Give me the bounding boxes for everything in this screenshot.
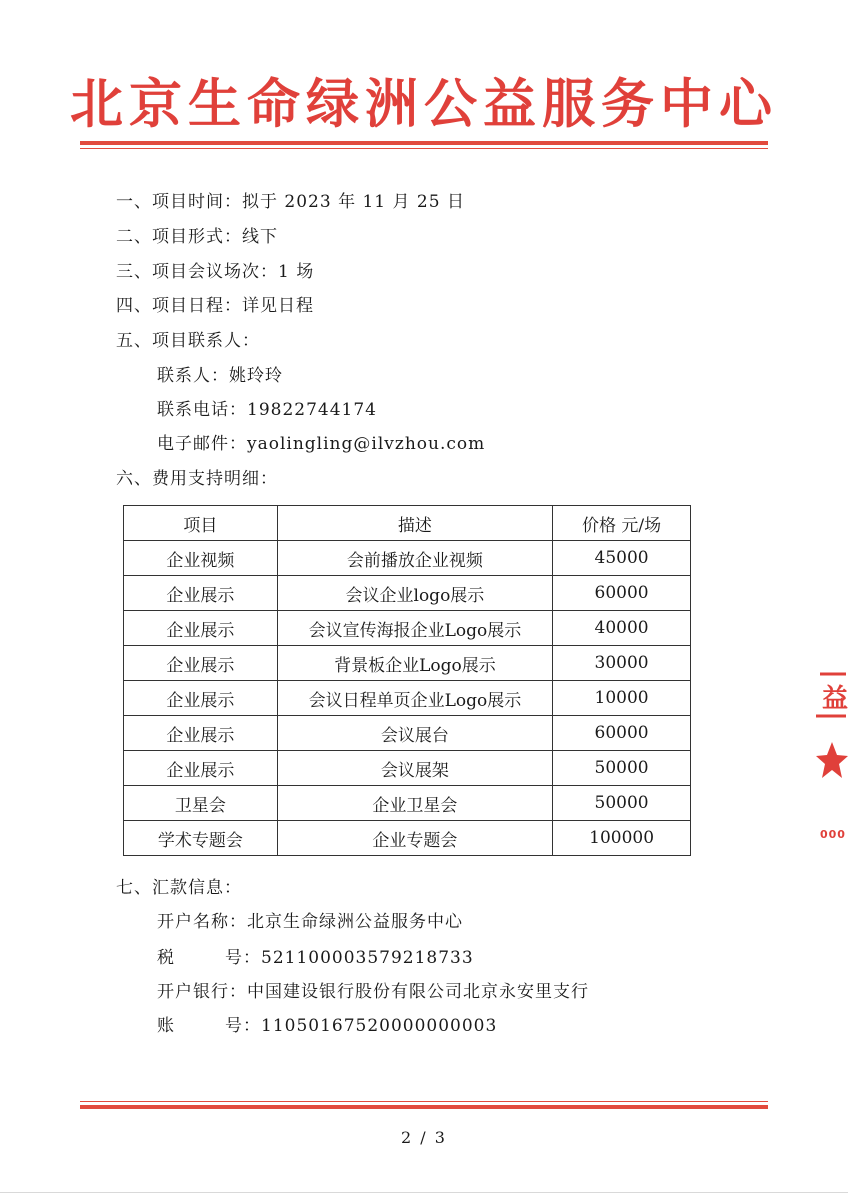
item-fee-heading: 六、费用支持明细： (116, 469, 278, 489)
scan-bottom-edge (0, 1192, 848, 1193)
bank-label: 开户银行： (157, 982, 247, 1002)
remittance-tax-number (157, 946, 474, 970)
fee-item-cell: 企业展示 (124, 646, 278, 681)
table-row (124, 681, 691, 716)
item-project-time: 一、项目时间：拟于 2023 年 11 月 25 日 (116, 192, 465, 212)
fee-description-cell: 企业卫星会 (277, 786, 552, 821)
fee-price-cell: 50000 (553, 751, 691, 786)
fee-table (123, 505, 691, 856)
table-row (124, 751, 691, 786)
fee-table-header-row (124, 506, 691, 541)
table-row (124, 786, 691, 821)
seal-fragment-top (806, 670, 848, 720)
fee-item-cell: 学术专题会 (124, 821, 278, 856)
fee-description-cell: 背景板企业Logo展示 (277, 646, 552, 681)
fee-item-cell: 企业展示 (124, 611, 278, 646)
table-row (124, 821, 691, 856)
account-label: 账 (157, 1016, 175, 1036)
fee-price-cell: 40000 (553, 611, 691, 646)
remittance-account-number (157, 1014, 497, 1038)
fee-item-cell: 企业展示 (124, 681, 278, 716)
fee-price-cell: 60000 (553, 576, 691, 611)
fee-description-cell: 会前播放企业视频 (277, 541, 552, 576)
tax-label: 税 (157, 948, 175, 968)
fee-description-cell: 会议企业logo展示 (277, 576, 552, 611)
item-contact-heading: 五、项目联系人： (116, 331, 260, 351)
contact-phone: 联系电话：19822744174 (157, 400, 377, 420)
item-project-sessions: 三、项目会议场次：1 场 (116, 262, 315, 282)
seal-star-icon (806, 740, 848, 780)
fee-item-cell: 企业展示 (124, 716, 278, 751)
tax-label-suffix: 号： (225, 948, 261, 968)
account-name-value: 北京生命绿洲公益服务中心 (247, 912, 463, 932)
fee-price-cell: 100000 (553, 821, 691, 856)
contact-email: 电子邮件：yaolingling@ilvzhou.com (157, 434, 486, 454)
fee-price-cell: 10000 (553, 681, 691, 716)
table-row (124, 541, 691, 576)
fee-description-cell: 会议展架 (277, 751, 552, 786)
account-name-label: 开户名称： (157, 912, 247, 932)
table-row (124, 646, 691, 681)
remittance-heading: 七、汇款信息： (116, 878, 242, 898)
remittance-account-name (157, 910, 463, 934)
table-row (124, 716, 691, 751)
page-number: 2 / 3 (401, 1128, 447, 1147)
fee-item-cell: 企业视频 (124, 541, 278, 576)
fee-price-cell: 45000 (553, 541, 691, 576)
seal-digits: 000 (820, 828, 846, 841)
item-project-form: 二、项目形式：线下 (116, 227, 278, 247)
fee-header-item: 项目 (124, 506, 278, 541)
fee-price-cell: 60000 (553, 716, 691, 751)
fee-header-price: 价格 元/场 (553, 506, 691, 541)
header-rule-thin (80, 148, 768, 149)
account-number-value: 11050167520000000003 (261, 1016, 498, 1036)
seal-char: 益 (822, 684, 848, 714)
fee-description-cell: 会议展台 (277, 716, 552, 751)
table-row (124, 611, 691, 646)
fee-description-cell: 企业专题会 (277, 821, 552, 856)
fee-price-cell: 50000 (553, 786, 691, 821)
fee-price-cell: 30000 (553, 646, 691, 681)
item-project-schedule: 四、项目日程：详见日程 (116, 296, 314, 316)
fee-item-cell: 企业展示 (124, 576, 278, 611)
seal-fragment-digits (806, 826, 848, 846)
bank-value: 中国建设银行股份有限公司北京永安里支行 (247, 982, 589, 1002)
contact-person: 联系人：姚玲玲 (157, 366, 283, 386)
fee-description-cell: 会议宣传海报企业Logo展示 (277, 611, 552, 646)
account-label-suffix: 号： (225, 1016, 261, 1036)
tax-number-value: 521100003579218733 (261, 948, 474, 968)
fee-header-description: 描述 (277, 506, 552, 541)
letterhead-title: 北京生命绿洲公益服务中心 (70, 74, 778, 135)
footer-rule-thick (80, 1105, 768, 1109)
table-row (124, 576, 691, 611)
header-rule-thick (80, 141, 768, 145)
footer-rule-thin (80, 1101, 768, 1102)
fee-description-cell: 会议日程单页企业Logo展示 (277, 681, 552, 716)
seal-fragment-star (806, 740, 848, 780)
remittance-bank (157, 980, 589, 1004)
fee-item-cell: 企业展示 (124, 751, 278, 786)
fee-item-cell: 卫星会 (124, 786, 278, 821)
